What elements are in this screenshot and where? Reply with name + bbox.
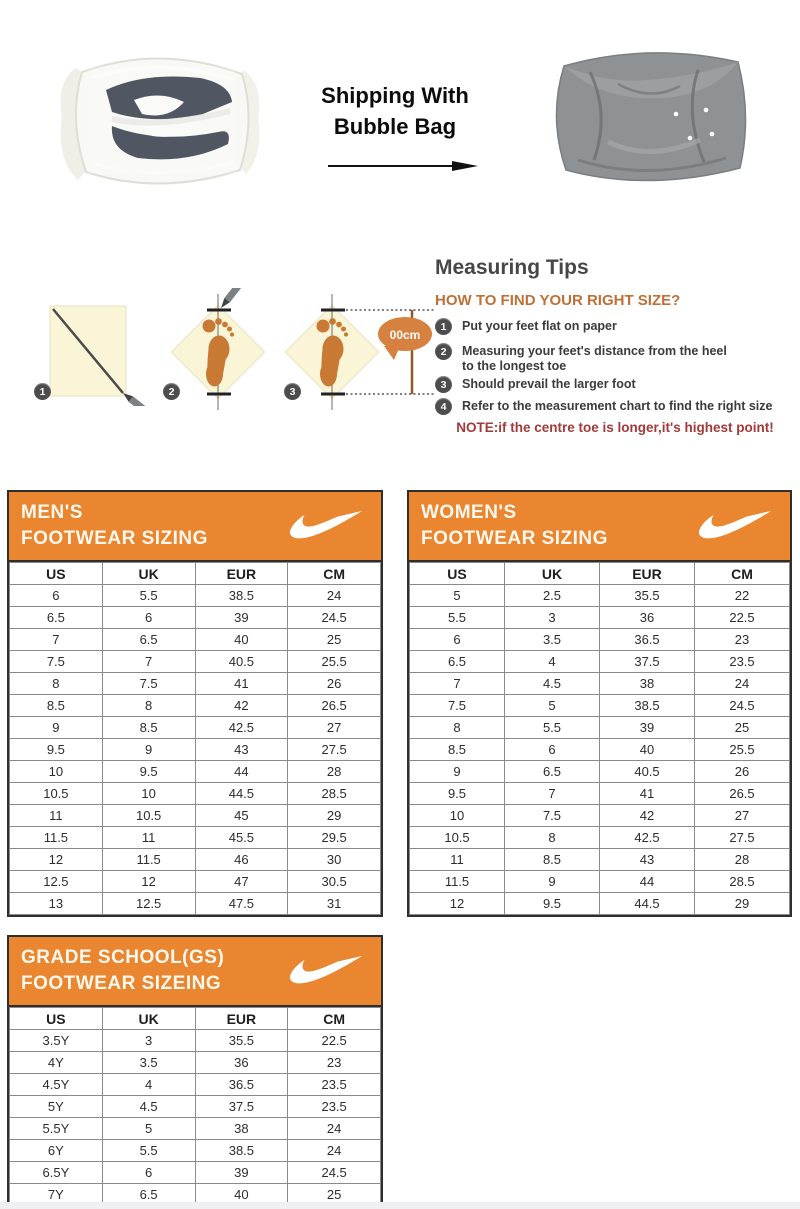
table-cell: 3.5Y (10, 1030, 103, 1052)
col-cm: CM (695, 563, 790, 585)
table-cell: 31 (288, 893, 381, 915)
table-row (410, 871, 790, 893)
table-cell: 7 (10, 629, 103, 651)
table-cell: 6.5 (10, 607, 103, 629)
table-row (410, 651, 790, 673)
table-row (10, 871, 381, 893)
step-2-text: Measuring your feet's distance from the heel to the longest toe (462, 344, 727, 373)
table-cell: 28.5 (695, 871, 790, 893)
table-cell: 26 (288, 673, 381, 695)
table-row (10, 629, 381, 651)
table-cell: 7.5 (10, 651, 103, 673)
step-1-badge: 1 (435, 318, 452, 335)
table-row (10, 673, 381, 695)
step-4-badge: 4 (435, 398, 452, 415)
table-cell: 7 (410, 673, 505, 695)
table-cell: 3.5 (505, 629, 600, 651)
table-cell: 9 (505, 871, 600, 893)
table-cell: 5 (102, 1118, 195, 1140)
table-cell: 24 (288, 585, 381, 607)
nike-swoosh-icon (279, 955, 363, 988)
table-row (410, 849, 790, 871)
col-uk: UK (102, 1008, 195, 1030)
col-uk: UK (505, 563, 600, 585)
mens-table-banner (9, 492, 381, 562)
table-cell: 29 (288, 805, 381, 827)
measure-bubble-label: 00cm (389, 328, 421, 342)
table-cell: 24 (288, 1118, 381, 1140)
table-cell: 29.5 (288, 827, 381, 849)
table-cell: 38.5 (600, 695, 695, 717)
table-cell: 40 (600, 739, 695, 761)
table-cell: 42.5 (195, 717, 288, 739)
table-cell: 24.5 (288, 1162, 381, 1184)
table-cell: 41 (195, 673, 288, 695)
table-cell: 44 (195, 761, 288, 783)
table-cell: 23.5 (288, 1074, 381, 1096)
table-cell: 5 (505, 695, 600, 717)
col-us: US (10, 563, 103, 585)
table-cell: 11.5 (10, 827, 103, 849)
table-cell: 10.5 (102, 805, 195, 827)
step-3-text: Should prevail the larger foot (462, 377, 636, 391)
table-cell: 6.5Y (10, 1162, 103, 1184)
table-row (10, 893, 381, 915)
womens-table-banner (409, 492, 790, 562)
col-eur: EUR (600, 563, 695, 585)
table-cell: 7 (505, 783, 600, 805)
table-cell: 7Y (10, 1184, 103, 1206)
table-cell: 6.5 (102, 1184, 195, 1206)
step-3-badge: 3 (435, 376, 452, 393)
table-row (10, 1140, 381, 1162)
table-row (410, 673, 790, 695)
table-cell: 4.5 (505, 673, 600, 695)
table-cell: 2.5 (505, 585, 600, 607)
table-cell: 24.5 (695, 695, 790, 717)
table-cell: 9.5 (102, 761, 195, 783)
table-cell: 5.5 (410, 607, 505, 629)
table-row (410, 695, 790, 717)
col-cm: CM (288, 1008, 381, 1030)
table-cell: 40.5 (195, 651, 288, 673)
table-row (410, 739, 790, 761)
table-row (10, 607, 381, 629)
table-row (10, 1052, 381, 1074)
shipping-title (295, 80, 495, 142)
womens-title-line1: WOMEN'S (421, 502, 517, 523)
table-cell: 41 (600, 783, 695, 805)
step-4-text: Refer to the measurement chart to find the right size (462, 399, 773, 413)
table-row (410, 629, 790, 651)
table-cell: 22.5 (695, 607, 790, 629)
table-row (10, 805, 381, 827)
table-cell: 38.5 (195, 1140, 288, 1162)
table-cell: 8 (505, 827, 600, 849)
table-row (10, 1030, 381, 1052)
table-cell: 28.5 (288, 783, 381, 805)
table-cell: 39 (600, 717, 695, 739)
col-uk: UK (102, 563, 195, 585)
shipping-title-line1: Shipping With (321, 83, 469, 108)
pencil-icon (218, 288, 248, 310)
table-cell: 5.5 (102, 1140, 195, 1162)
table-cell: 42 (195, 695, 288, 717)
diagram-3-badge: 3 (284, 383, 301, 400)
table-cell: 12 (102, 871, 195, 893)
table-cell: 4 (102, 1074, 195, 1096)
measuring-title: Measuring Tips (435, 256, 589, 279)
table-cell: 47 (195, 871, 288, 893)
table-cell: 25.5 (695, 739, 790, 761)
table-cell: 6 (410, 629, 505, 651)
table-cell: 12 (10, 849, 103, 871)
table-row (410, 805, 790, 827)
table-cell: 28 (288, 761, 381, 783)
table-cell: 8.5 (505, 849, 600, 871)
table-cell: 9 (410, 761, 505, 783)
table-cell: 4.5Y (10, 1074, 103, 1096)
table-cell: 38.5 (195, 585, 288, 607)
table-cell: 35.5 (600, 585, 695, 607)
table-cell: 24 (695, 673, 790, 695)
gs-title-line1: GRADE SCHOOL(GS) (21, 947, 225, 968)
nike-swoosh-icon (688, 510, 772, 543)
mens-sizing-table (7, 490, 383, 917)
table-cell: 23 (288, 1052, 381, 1074)
table-cell: 6.5 (410, 651, 505, 673)
table-row (410, 827, 790, 849)
table-cell: 30.5 (288, 871, 381, 893)
table-cell: 10 (410, 805, 505, 827)
table-cell: 24.5 (288, 607, 381, 629)
measure-diagram-2 (158, 288, 283, 418)
table-cell: 43 (600, 849, 695, 871)
table-row (410, 607, 790, 629)
table-row (10, 1074, 381, 1096)
table-cell: 44.5 (600, 893, 695, 915)
mens-title-line2: FOOTWEAR SIZING (21, 528, 208, 549)
womens-sizing-table (407, 490, 792, 917)
col-cm: CM (288, 563, 381, 585)
mens-title-line1: MEN'S (21, 502, 83, 523)
table-cell: 8.5 (10, 695, 103, 717)
table-row (410, 783, 790, 805)
table-cell: 10.5 (410, 827, 505, 849)
table-cell: 40.5 (600, 761, 695, 783)
table-cell: 11.5 (410, 871, 505, 893)
bubble-bag-photo (48, 30, 273, 202)
table-cell: 12 (410, 893, 505, 915)
table-cell: 6 (10, 585, 103, 607)
table-cell: 27 (695, 805, 790, 827)
table-row (10, 739, 381, 761)
table-cell: 47.5 (195, 893, 288, 915)
table-cell: 3 (505, 607, 600, 629)
table-cell: 6 (102, 607, 195, 629)
table-cell: 9 (10, 717, 103, 739)
table-cell: 36.5 (600, 629, 695, 651)
table-cell: 35.5 (195, 1030, 288, 1052)
table-cell: 26.5 (695, 783, 790, 805)
table-cell: 25.5 (288, 651, 381, 673)
table-cell: 25 (695, 717, 790, 739)
table-header-row (410, 563, 790, 585)
nike-swoosh-icon (279, 510, 363, 543)
grey-mailer-photo (548, 40, 753, 192)
col-us: US (10, 1008, 103, 1030)
table-cell: 10 (102, 783, 195, 805)
table-cell: 22 (695, 585, 790, 607)
table-cell: 11.5 (102, 849, 195, 871)
measuring-step-4 (435, 398, 772, 415)
step-1-text: Put your feet flat on paper (462, 319, 617, 333)
table-cell: 29 (695, 893, 790, 915)
table-cell: 5.5 (505, 717, 600, 739)
table-cell: 22.5 (288, 1030, 381, 1052)
table-cell: 39 (195, 1162, 288, 1184)
table-cell: 4 (505, 651, 600, 673)
measuring-step-2 (435, 343, 742, 373)
table-cell: 9.5 (10, 739, 103, 761)
table-cell: 5.5 (102, 585, 195, 607)
gs-table-banner (9, 937, 381, 1007)
table-cell: 30 (288, 849, 381, 871)
table-row (10, 585, 381, 607)
table-cell: 4.5 (102, 1096, 195, 1118)
table-cell: 28 (695, 849, 790, 871)
measure-diagram-3 (272, 288, 450, 418)
table-cell: 11 (410, 849, 505, 871)
table-header-row (10, 1008, 381, 1030)
diagram-1-badge: 1 (34, 383, 51, 400)
gs-size-grid (9, 1007, 381, 1206)
table-cell: 42 (600, 805, 695, 827)
table-row (10, 1118, 381, 1140)
table-cell: 23.5 (695, 651, 790, 673)
table-cell: 7.5 (410, 695, 505, 717)
table-cell: 10 (10, 761, 103, 783)
step-2-badge: 2 (435, 343, 452, 360)
col-eur: EUR (195, 1008, 288, 1030)
table-cell: 23.5 (288, 1096, 381, 1118)
table-row (10, 717, 381, 739)
table-row (10, 1096, 381, 1118)
table-cell: 45 (195, 805, 288, 827)
table-cell: 23 (695, 629, 790, 651)
table-cell: 25 (288, 1184, 381, 1206)
right-arrow-icon (328, 158, 478, 174)
measuring-step-3 (435, 376, 636, 393)
table-cell: 5.5Y (10, 1118, 103, 1140)
table-cell: 24 (288, 1140, 381, 1162)
table-cell: 25 (288, 629, 381, 651)
table-header-row (10, 563, 381, 585)
table-cell: 8.5 (102, 717, 195, 739)
table-cell: 27.5 (288, 739, 381, 761)
table-cell: 3.5 (102, 1052, 195, 1074)
table-cell: 43 (195, 739, 288, 761)
table-cell: 36.5 (195, 1074, 288, 1096)
table-cell: 12.5 (10, 871, 103, 893)
table-row (410, 893, 790, 915)
table-cell: 27.5 (695, 827, 790, 849)
measuring-note: NOTE:if the centre toe is longer,it's highest point! (456, 420, 774, 435)
table-cell: 7 (102, 651, 195, 673)
table-row (10, 761, 381, 783)
table-cell: 13 (10, 893, 103, 915)
measuring-subtitle: HOW TO FIND YOUR RIGHT SIZE? (435, 292, 681, 309)
table-cell: 5Y (10, 1096, 103, 1118)
table-cell: 5 (410, 585, 505, 607)
table-cell: 44 (600, 871, 695, 893)
gs-sizing-table (7, 935, 383, 1208)
table-cell: 26 (695, 761, 790, 783)
table-cell: 8.5 (410, 739, 505, 761)
shipping-title-line2: Bubble Bag (333, 114, 457, 139)
table-cell: 6.5 (505, 761, 600, 783)
table-row (10, 849, 381, 871)
table-cell: 8 (102, 695, 195, 717)
table-cell: 39 (195, 607, 288, 629)
table-cell: 7.5 (102, 673, 195, 695)
table-cell: 4Y (10, 1052, 103, 1074)
table-cell: 26.5 (288, 695, 381, 717)
womens-title-line2: FOOTWEAR SIZING (421, 528, 608, 549)
table-cell: 45.5 (195, 827, 288, 849)
table-cell: 37.5 (600, 651, 695, 673)
col-us: US (410, 563, 505, 585)
table-cell: 38 (195, 1118, 288, 1140)
table-cell: 9 (102, 739, 195, 761)
table-cell: 9.5 (505, 893, 600, 915)
table-row (10, 827, 381, 849)
table-cell: 6.5 (102, 629, 195, 651)
diagram-2-badge: 2 (163, 383, 180, 400)
table-cell: 7.5 (505, 805, 600, 827)
table-cell: 37.5 (195, 1096, 288, 1118)
table-cell: 3 (102, 1030, 195, 1052)
table-cell: 8 (410, 717, 505, 739)
table-row (410, 761, 790, 783)
table-cell: 9.5 (410, 783, 505, 805)
table-cell: 8 (10, 673, 103, 695)
table-row (10, 695, 381, 717)
table-row (410, 585, 790, 607)
table-cell: 11 (102, 827, 195, 849)
table-row (410, 717, 790, 739)
table-cell: 36 (600, 607, 695, 629)
bottom-divider (0, 1202, 800, 1209)
table-cell: 6 (102, 1162, 195, 1184)
table-cell: 10.5 (10, 783, 103, 805)
table-cell: 36 (195, 1052, 288, 1074)
measure-bubble (378, 317, 432, 360)
table-row (10, 651, 381, 673)
table-cell: 42.5 (600, 827, 695, 849)
table-cell: 11 (10, 805, 103, 827)
table-cell: 12.5 (102, 893, 195, 915)
col-eur: EUR (195, 563, 288, 585)
table-row (10, 783, 381, 805)
table-cell: 40 (195, 629, 288, 651)
table-row (10, 1162, 381, 1184)
measure-diagram-1 (38, 300, 158, 406)
table-cell: 40 (195, 1184, 288, 1206)
table-cell: 6Y (10, 1140, 103, 1162)
table-cell: 27 (288, 717, 381, 739)
table-cell: 38 (600, 673, 695, 695)
table-cell: 6 (505, 739, 600, 761)
table-cell: 46 (195, 849, 288, 871)
gs-title-line2: FOOTWEAR SIZEING (21, 973, 222, 994)
table-cell: 44.5 (195, 783, 288, 805)
womens-size-grid (409, 562, 790, 915)
measuring-step-1 (435, 318, 617, 335)
mens-size-grid (9, 562, 381, 915)
